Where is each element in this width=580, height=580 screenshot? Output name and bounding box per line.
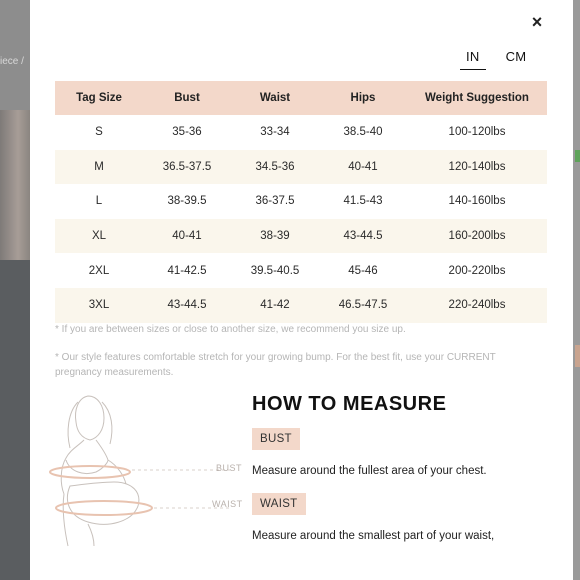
- how-to-measure-title: HOW TO MEASURE: [252, 393, 447, 415]
- unit-toggle: [460, 48, 532, 70]
- cell-size: 2XL: [88, 264, 110, 277]
- cell-hips: 45-46: [348, 264, 378, 277]
- cell-hips: 41.5-43: [343, 195, 383, 208]
- cell-bust: 40-41: [143, 219, 231, 254]
- background-right-strip: [572, 0, 580, 580]
- table-row: [55, 150, 547, 185]
- cell-bust: 36.5-37.5: [143, 150, 231, 185]
- table-row: [55, 115, 547, 150]
- header-weight: Weight Suggestion: [407, 81, 547, 115]
- size-table: [55, 81, 547, 323]
- cell-waist: 36-37.5: [255, 195, 295, 208]
- cell-waist: 38-39: [231, 219, 319, 254]
- stretch-note: * Our style features comfortable stretch for your growing bump. For the best fit, use your CURRENT pregnancy measurements.: [55, 352, 496, 378]
- waist-tag: WAIST: [252, 493, 306, 515]
- cell-hips: 46.5-47.5: [319, 288, 407, 323]
- size-up-note: * If you are between sizes or close to another size, we recommend you size up.: [55, 324, 406, 335]
- cell-size: L: [95, 195, 103, 208]
- cell-size: XL: [55, 219, 143, 254]
- bust-description: Measure around the fullest area of your chest.: [252, 465, 487, 477]
- size-chart-modal: [30, 0, 573, 580]
- cell-waist: 34.5-36: [231, 150, 319, 185]
- header-tag-size: Tag Size: [55, 81, 143, 115]
- header-bust: Bust: [143, 81, 231, 115]
- cell-hips: 40-41: [319, 150, 407, 185]
- header-hips: Hips: [319, 81, 407, 115]
- cell-waist: 39.5-40.5: [250, 264, 300, 277]
- waist-description: Measure around the smallest part of your waist,: [252, 530, 495, 542]
- illustration-bust-label: BUST: [216, 463, 243, 473]
- unit-cm-tab[interactable]: CM: [505, 49, 527, 64]
- table-header-row: [55, 81, 547, 115]
- close-icon[interactable]: ×: [531, 12, 543, 32]
- cell-weight: 120-140lbs: [407, 150, 547, 185]
- cell-waist: 41-42: [231, 288, 319, 323]
- cell-waist: 33-34: [260, 126, 290, 139]
- cell-bust: 43-44.5: [143, 288, 231, 323]
- cell-weight: 140-160lbs: [448, 195, 506, 208]
- table-row: [55, 184, 547, 219]
- measurement-illustration: [48, 388, 258, 548]
- cell-size: 3XL: [55, 288, 143, 323]
- cell-weight: 100-120lbs: [448, 126, 506, 139]
- cell-weight: 160-200lbs: [407, 219, 547, 254]
- cell-size: S: [95, 126, 103, 139]
- table-row: [55, 253, 547, 288]
- table-row: [55, 219, 547, 254]
- cell-weight: 200-220lbs: [448, 264, 506, 277]
- unit-in-tab[interactable]: IN: [460, 48, 486, 70]
- bust-tag: BUST: [252, 428, 300, 450]
- cell-hips: 43-44.5: [319, 219, 407, 254]
- cell-weight: 220-240lbs: [407, 288, 547, 323]
- background-product-photo: [0, 110, 30, 580]
- cell-bust: 41-42.5: [167, 264, 207, 277]
- cell-hips: 38.5-40: [343, 126, 383, 139]
- background-breadcrumb: iece /: [0, 56, 24, 67]
- cell-bust: 35-36: [172, 126, 202, 139]
- illustration-waist-label: WAIST: [212, 499, 243, 509]
- header-waist: Waist: [231, 81, 319, 115]
- cell-bust: 38-39.5: [167, 195, 207, 208]
- table-row: [55, 288, 547, 323]
- cell-size: M: [55, 150, 143, 185]
